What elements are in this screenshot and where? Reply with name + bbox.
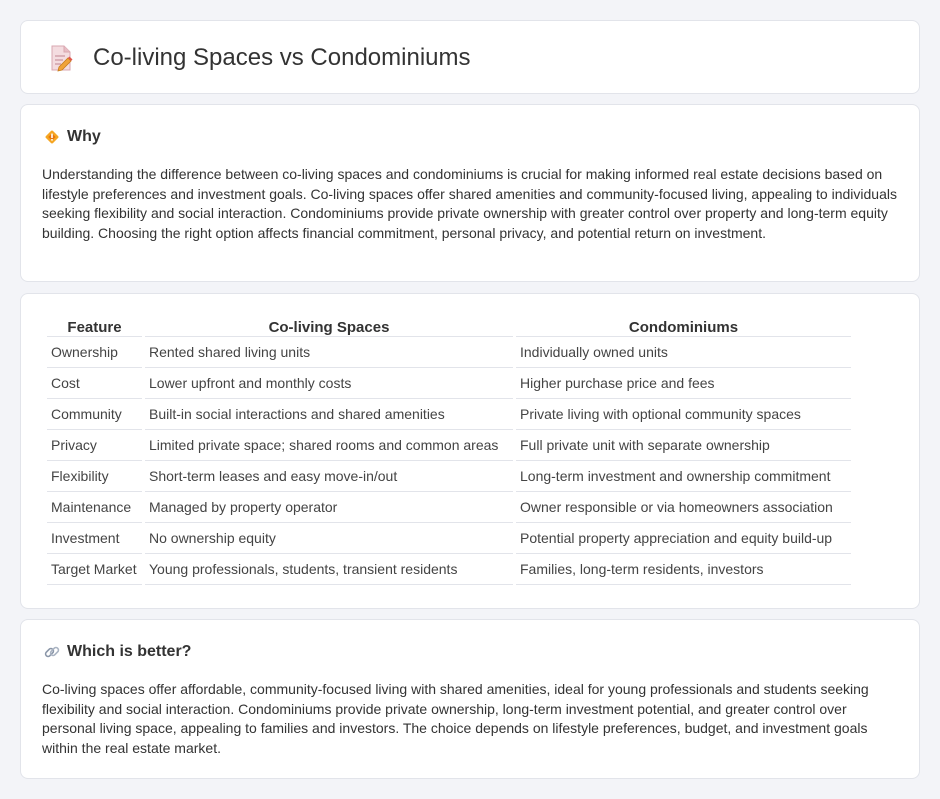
feature-cell: Privacy — [47, 430, 142, 461]
feature-cell: Community — [47, 399, 142, 430]
column-header-coliving: Co-living Spaces — [145, 315, 513, 337]
coliving-cell: Built-in social interactions and shared amenities — [145, 399, 513, 430]
table-row — [47, 337, 851, 368]
table-row — [47, 368, 851, 399]
page-title: Co-living Spaces vs Condominiums — [93, 44, 471, 71]
table-header-row — [47, 315, 851, 337]
column-header-feature: Feature — [47, 315, 142, 337]
warning-diamond-icon — [43, 128, 61, 146]
table-row — [47, 523, 851, 554]
coliving-cell: No ownership equity — [145, 523, 513, 554]
table-row — [47, 554, 851, 585]
title-row — [47, 43, 470, 73]
coliving-cell: Rented shared living units — [145, 337, 513, 368]
document-edit-icon — [47, 43, 75, 73]
coliving-cell: Managed by property operator — [145, 492, 513, 523]
feature-cell: Investment — [47, 523, 142, 554]
condo-cell: Owner responsible or via homeowners association — [516, 492, 851, 523]
table-row — [47, 461, 851, 492]
condo-cell: Private living with optional community spaces — [516, 399, 851, 430]
table-row — [47, 492, 851, 523]
table-row — [47, 399, 851, 430]
column-header-condominiums: Condominiums — [516, 315, 851, 337]
table-row — [47, 430, 851, 461]
why-card — [20, 104, 920, 282]
coliving-cell: Short-term leases and easy move-in/out — [145, 461, 513, 492]
better-text: Co-living spaces offer affordable, community-focused living with shared amenities, ideal for young professionals and students seeking flexibility and social interaction. Condominiums provide private ownership, long-term investment potential, and greater control over personal living space, appealing to families and investors. The choice depends on lifestyle preferences, budget, and investment goals within the real estate market. — [42, 681, 869, 756]
better-heading: Which is better? — [67, 643, 192, 660]
coliving-cell: Lower upfront and monthly costs — [145, 368, 513, 399]
why-heading: Why — [67, 128, 101, 145]
condo-cell: Full private unit with separate ownership — [516, 430, 851, 461]
better-card — [20, 619, 920, 779]
coliving-cell: Young professionals, students, transient residents — [145, 554, 513, 585]
condo-cell: Potential property appreciation and equity build-up — [516, 523, 851, 554]
feature-cell: Flexibility — [47, 461, 142, 492]
why-heading-row — [43, 127, 101, 147]
comparison-table — [44, 315, 854, 585]
link-icon — [43, 643, 61, 661]
condo-cell: Families, long-term residents, investors — [516, 554, 851, 585]
better-heading-row — [43, 642, 191, 662]
feature-cell: Target Market — [47, 554, 142, 585]
comparison-card — [20, 293, 920, 609]
condo-cell: Higher purchase price and fees — [516, 368, 851, 399]
title-card — [20, 20, 920, 94]
condo-cell: Long-term investment and ownership commitment — [516, 461, 851, 492]
feature-cell: Maintenance — [47, 492, 142, 523]
feature-cell: Ownership — [47, 337, 142, 368]
feature-cell: Cost — [47, 368, 142, 399]
condo-cell: Individually owned units — [516, 337, 851, 368]
why-text: Understanding the difference between co-living spaces and condominiums is crucial for making informed real estate decisions based on lifestyle preferences and investment goals. Co-living spaces offer shared amenities and community-focused living, appealing to individuals seeking flexibility and social interaction. Condominiums provide private ownership with greater control over property and long-term equity building. Choosing the right option affects financial commitment, personal privacy, and potential return on investment. — [42, 166, 897, 241]
coliving-cell: Limited private space; shared rooms and common areas — [145, 430, 513, 461]
